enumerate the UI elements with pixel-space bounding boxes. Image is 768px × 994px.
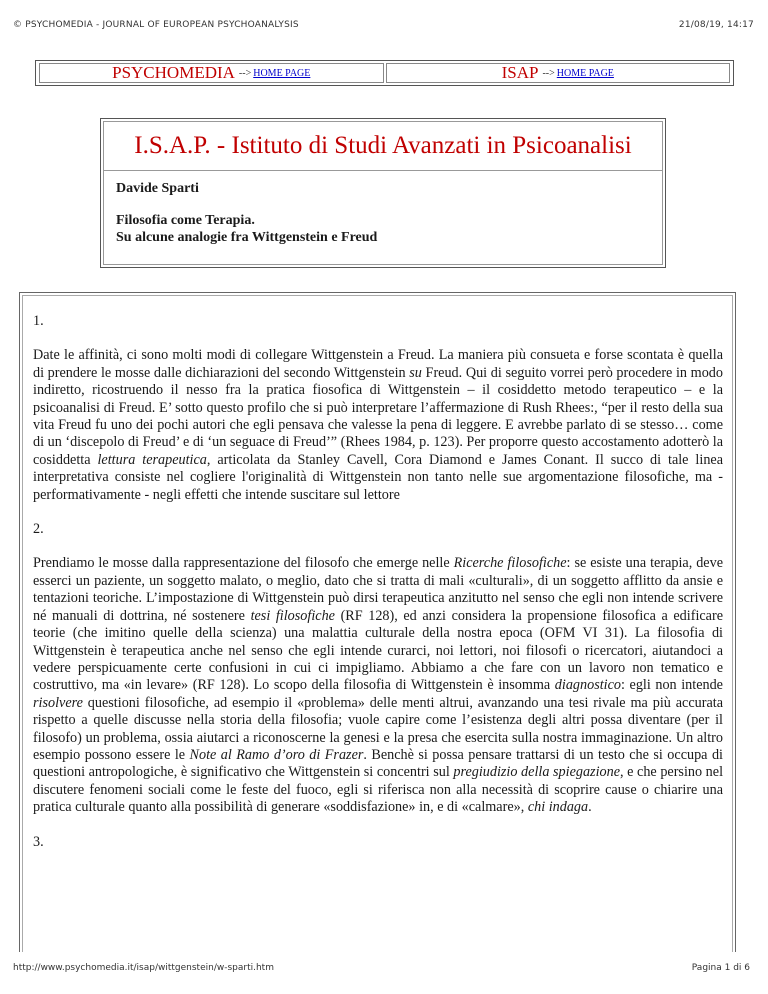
section-number-1: 1. [33,313,44,329]
article-title [116,212,662,246]
nav-cell-psychomedia [39,63,384,83]
print-header-datetime: 21/08/19, 14:17 [678,20,754,30]
institute-title: I.S.A.P. - Istituto di Studi Avanzati in Psicoanalisi [104,122,662,171]
section-number-3: 3. [33,833,44,850]
author-name: Davide Sparti [116,181,199,196]
isap-home-link[interactable]: HOME PAGE [556,67,614,79]
paragraph-2: Prendiamo le mosse dalla rappresentazione del filosofo che emerge nelle Ricerche filosofiche: se esiste una terapia, deve esserci un paziente, un soggetto malato, o meglio, dato che si tratta di mali «culturali», di un soggetto afflitto da ansie e tentazioni teoriche. L’impostazione di Wittgenstein può dirsi terapeutica anzitutto nel senso che egli non intende scrivere né manuali di dottrina, né sostenere tesi filosofiche (RF 128), ed anzi considera la propensione filosofica a edificare teorie (che imitino quelle della scienza) una malattia culturale della nostra epoca (OFM VI 31). La filosofia di Wittgenstein è terapeutica anche nel senso che egli intende curarci, noi lettori, noi filosofi o ricercatori, aiutandoci a vedere perspicuamente certe confusioni in cui ci impigliamo. Abbiamo a che fare con un lavoro non tematico e costruttivo, ma «in levare» (RF 128). Lo scopo della filosofia di Wittgenstein è insomma diagnostico: egli non intende risolvere questioni filosofiche, ad esempio il «problema» delle menti altrui, avanzando una tesi rivale ma più accurata rispetto a quelle discusse nella storia della filosofia; vuole capire come l’esistenza degli altri possa diventare (per il filosofo) un problema, ossia aiutarci a riconoscerne la genesi e la presa che esercita sulla nostra immaginazione. Un altro esempio possono essere le Note al Ramo d’oro di Frazer. Benchè si possa pensare trattarsi di un testo che si occupa di questioni antropologiche, è significativo che Wittgenstein si concentri sul pregiudizio della spiegazione, e che persino nel discutere fenomeni sociali come le feste del fuoco, egli si riferisca non alla necessità di scoprire cause o chiarire una pratica culturale quanto alla possibilità di generare «soddisfazione» in, e di «calmare», chi indaga. [33,555,724,816]
paragraph-1: Date le affinità, ci sono molti modi di collegare Wittgenstein a Freud. La maniera più consueta e forse scontata è quella di prendere le mosse dalle dichiarazioni del secondo Wittgenstein su Freud. Qui di seguito vorrei però procedere in modo indiretto, ricostruendo il nesso fra la pratica fiosofica di Wittgenstein – il cosiddetto metodo terapeutico – e la psicoanalisi di Freud. E’ sotto questo profilo che si può interpretare l’affermazione di Rush Rhees:, “per il resto della sua vita Freud fu uno dei pochi autori che egli pensava che valesse la pena di leggere. E avrebbe parlato di se stesso… come di un ‘discepolo di Freud’ e di ‘un seguace di Freud’” (Rhees 1984, p. 123). Per proporre questo accostamento adotterò la cosiddetta lettura terapeutica, articolata da Stanley Cavell, Cora Diamond e James Conant. Il succo di tale linea interpretativa consiste nel cogliere l'originalità di Wittgenstein non tanto nelle sue argomentazione filosofiche, ma - performativamente - negli effetti che intende suscitare sul lettore [33,347,724,503]
nav-cell-isap [386,63,731,83]
print-header-title: © PSYCHOMEDIA - JOURNAL OF EUROPEAN PSYCHOANALYSIS [13,20,299,30]
print-footer-url: http://www.psychomedia.it/isap/wittgenstein/w-sparti.htm [13,963,274,973]
nav-isap-arrow: --> [542,67,555,79]
article-body [19,292,736,952]
psychomedia-home-link[interactable]: HOME PAGE [253,67,311,79]
print-footer-page: Pagina 1 di 6 [691,963,750,973]
nav-psychomedia-arrow: --> [238,67,252,79]
article-title-line-2: Su alcune analogie fra Wittgenstein e Freud [116,230,378,245]
article-title-line-1: Filosofia come Terapia. [116,213,255,228]
nav-psychomedia-title: PSYCHOMEDIA [112,63,235,82]
section-number-2: 2. [33,521,44,538]
article-header-box [100,118,666,268]
nav-isap-title: ISAP [501,63,539,82]
nav-bar [35,60,734,86]
